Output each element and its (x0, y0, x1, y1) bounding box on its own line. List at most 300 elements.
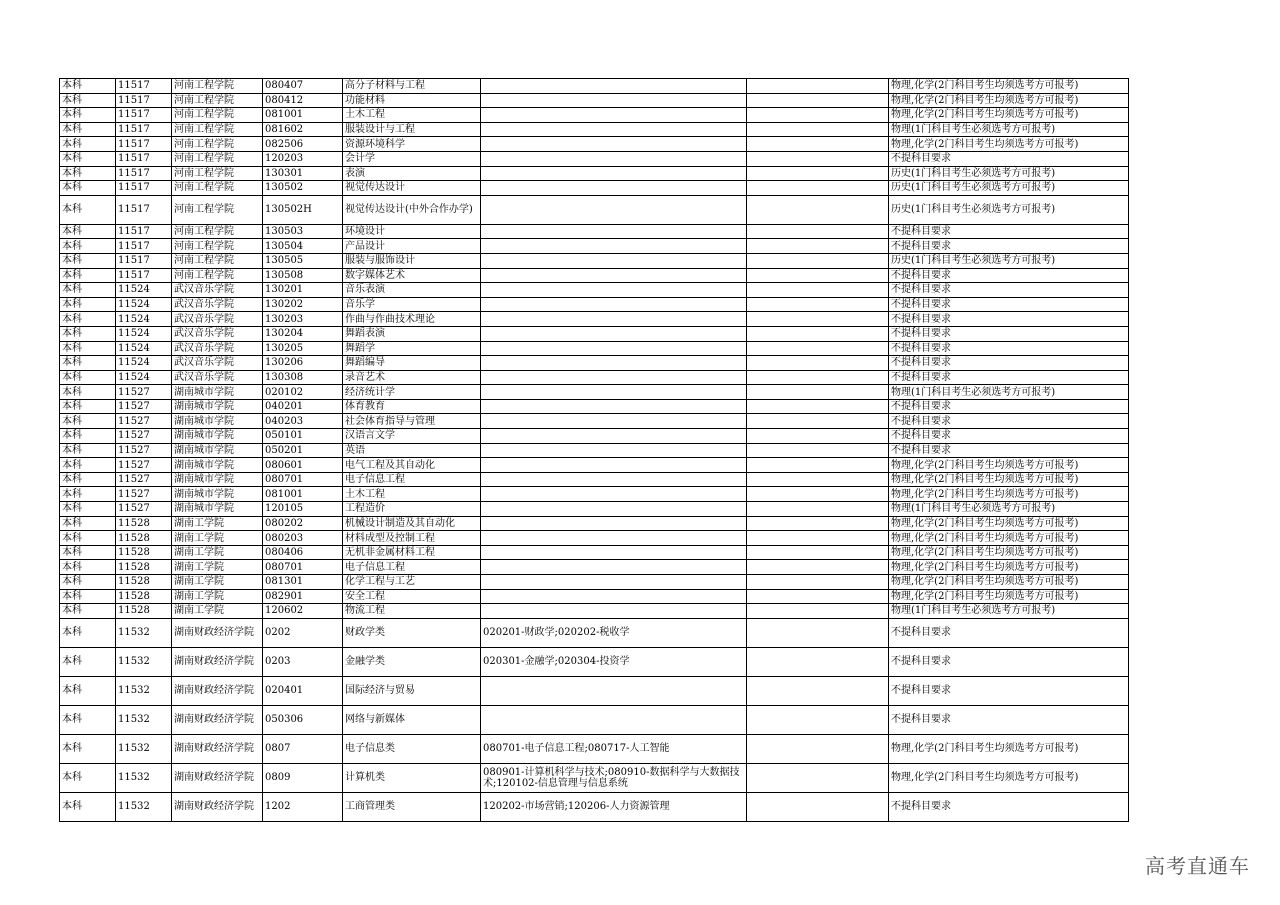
cell-subject-requirement: 不提科目要求 (889, 283, 1129, 298)
cell-school-name: 湖南城市学院 (172, 472, 263, 487)
cell-major-name: 视觉传达设计(中外合作办学) (343, 195, 481, 224)
cell-school-name: 湖南工学院 (172, 531, 263, 546)
cell-level: 本科 (60, 589, 116, 604)
cell-major-code: 080203 (263, 531, 343, 546)
cell-school-code: 11524 (116, 326, 172, 341)
table-row (60, 414, 1129, 429)
table-row (60, 341, 1129, 356)
cell-empty (747, 312, 889, 327)
table-row (60, 763, 1129, 792)
cell-included-majors (481, 472, 747, 487)
cell-school-name: 湖南城市学院 (172, 414, 263, 429)
cell-level: 本科 (60, 268, 116, 283)
cell-major-code: 0807 (263, 734, 343, 763)
cell-level: 本科 (60, 560, 116, 575)
cell-subject-requirement: 物理(1门科目考生必须选考方可报考) (889, 502, 1129, 517)
cell-level: 本科 (60, 575, 116, 590)
cell-major-code: 050101 (263, 429, 343, 444)
cell-major-name: 经济统计学 (343, 385, 481, 400)
cell-major-code: 080412 (263, 93, 343, 108)
cell-major-name: 会计学 (343, 151, 481, 166)
cell-level: 本科 (60, 341, 116, 356)
table-row (60, 676, 1129, 705)
cell-school-name: 湖南工学院 (172, 516, 263, 531)
cell-school-name: 湖南城市学院 (172, 399, 263, 414)
cell-level: 本科 (60, 604, 116, 619)
table-row (60, 647, 1129, 676)
cell-empty (747, 604, 889, 619)
cell-major-code: 130508 (263, 268, 343, 283)
cell-school-code: 11517 (116, 268, 172, 283)
cell-major-name: 舞蹈编导 (343, 356, 481, 371)
cell-included-majors (481, 443, 747, 458)
cell-major-code: 120203 (263, 151, 343, 166)
cell-level: 本科 (60, 763, 116, 792)
cell-subject-requirement: 不提科目要求 (889, 792, 1129, 821)
cell-empty (747, 122, 889, 137)
cell-school-name: 武汉音乐学院 (172, 356, 263, 371)
cell-school-code: 11528 (116, 560, 172, 575)
cell-major-name: 环境设计 (343, 224, 481, 239)
cell-school-name: 河南工程学院 (172, 268, 263, 283)
cell-included-majors (481, 458, 747, 473)
cell-school-name: 武汉音乐学院 (172, 283, 263, 298)
table-row (60, 589, 1129, 604)
cell-subject-requirement: 物理,化学(2门科目考生均须选考方可报考) (889, 472, 1129, 487)
cell-level: 本科 (60, 181, 116, 196)
cell-included-majors (481, 122, 747, 137)
cell-school-name: 湖南城市学院 (172, 502, 263, 517)
cell-level: 本科 (60, 166, 116, 181)
cell-empty (747, 676, 889, 705)
cell-subject-requirement: 不提科目要求 (889, 268, 1129, 283)
cell-school-name: 河南工程学院 (172, 137, 263, 152)
cell-major-name: 电子信息类 (343, 734, 481, 763)
cell-school-code: 11532 (116, 734, 172, 763)
cell-subject-requirement: 不提科目要求 (889, 443, 1129, 458)
cell-included-majors (481, 181, 747, 196)
cell-school-code: 11517 (116, 253, 172, 268)
cell-major-name: 音乐学 (343, 297, 481, 312)
cell-level: 本科 (60, 137, 116, 152)
cell-school-name: 河南工程学院 (172, 79, 263, 94)
cell-subject-requirement: 物理,化学(2门科目考生均须选考方可报考) (889, 79, 1129, 94)
cell-empty (747, 224, 889, 239)
cell-included-majors (481, 326, 747, 341)
cell-school-name: 湖南财政经济学院 (172, 676, 263, 705)
cell-school-name: 湖南工学院 (172, 604, 263, 619)
cell-major-name: 视觉传达设计 (343, 181, 481, 196)
cell-school-code: 11528 (116, 604, 172, 619)
cell-major-code: 081301 (263, 575, 343, 590)
cell-subject-requirement: 物理,化学(2门科目考生均须选考方可报考) (889, 763, 1129, 792)
cell-school-code: 11527 (116, 458, 172, 473)
cell-school-code: 11532 (116, 647, 172, 676)
cell-major-code: 1202 (263, 792, 343, 821)
cell-level: 本科 (60, 399, 116, 414)
cell-school-name: 湖南工学院 (172, 560, 263, 575)
table-row (60, 502, 1129, 517)
cell-empty (747, 763, 889, 792)
cell-school-name: 河南工程学院 (172, 122, 263, 137)
cell-school-code: 11532 (116, 792, 172, 821)
table-row (60, 312, 1129, 327)
cell-major-code: 0202 (263, 618, 343, 647)
cell-school-code: 11527 (116, 502, 172, 517)
cell-included-majors: 080701-电子信息工程;080717-人工智能 (481, 734, 747, 763)
cell-major-name: 数字媒体艺术 (343, 268, 481, 283)
cell-empty (747, 647, 889, 676)
cell-major-code: 082506 (263, 137, 343, 152)
cell-major-code: 080406 (263, 545, 343, 560)
cell-subject-requirement: 不提科目要求 (889, 399, 1129, 414)
cell-subject-requirement: 物理,化学(2门科目考生均须选考方可报考) (889, 560, 1129, 575)
cell-included-majors (481, 589, 747, 604)
cell-empty (747, 792, 889, 821)
cell-included-majors (481, 166, 747, 181)
cell-included-majors (481, 575, 747, 590)
cell-level: 本科 (60, 122, 116, 137)
cell-empty (747, 399, 889, 414)
cell-major-name: 体育教育 (343, 399, 481, 414)
cell-school-code: 11527 (116, 443, 172, 458)
cell-major-code: 130202 (263, 297, 343, 312)
cell-major-name: 物流工程 (343, 604, 481, 619)
table-row (60, 618, 1129, 647)
cell-empty (747, 341, 889, 356)
cell-included-majors (481, 414, 747, 429)
cell-major-code: 130308 (263, 370, 343, 385)
cell-level: 本科 (60, 734, 116, 763)
cell-school-name: 河南工程学院 (172, 195, 263, 224)
cell-school-name: 河南工程学院 (172, 151, 263, 166)
cell-included-majors (481, 604, 747, 619)
cell-empty (747, 79, 889, 94)
table-row (60, 385, 1129, 400)
cell-subject-requirement: 历史(1门科目考生必须选考方可报考) (889, 195, 1129, 224)
cell-level: 本科 (60, 487, 116, 502)
cell-school-code: 11528 (116, 589, 172, 604)
cell-subject-requirement: 物理,化学(2门科目考生均须选考方可报考) (889, 458, 1129, 473)
cell-subject-requirement: 不提科目要求 (889, 429, 1129, 444)
cell-school-code: 11532 (116, 705, 172, 734)
cell-major-code: 130504 (263, 239, 343, 254)
cell-school-name: 湖南财政经济学院 (172, 734, 263, 763)
cell-major-name: 机械设计制造及其自动化 (343, 516, 481, 531)
cell-major-name: 表演 (343, 166, 481, 181)
cell-major-name: 电子信息工程 (343, 472, 481, 487)
cell-major-code: 020401 (263, 676, 343, 705)
cell-empty (747, 618, 889, 647)
cell-empty (747, 253, 889, 268)
cell-school-name: 河南工程学院 (172, 166, 263, 181)
cell-major-name: 舞蹈表演 (343, 326, 481, 341)
cell-school-name: 河南工程学院 (172, 239, 263, 254)
cell-school-name: 湖南城市学院 (172, 487, 263, 502)
cell-level: 本科 (60, 326, 116, 341)
cell-school-name: 湖南城市学院 (172, 385, 263, 400)
cell-subject-requirement: 物理(1门科目考生必须选考方可报考) (889, 385, 1129, 400)
table-row (60, 224, 1129, 239)
cell-major-name: 资源环境科学 (343, 137, 481, 152)
cell-major-name: 功能材料 (343, 93, 481, 108)
cell-school-code: 11517 (116, 79, 172, 94)
cell-included-majors (481, 516, 747, 531)
cell-school-code: 11527 (116, 487, 172, 502)
cell-level: 本科 (60, 618, 116, 647)
cell-school-name: 湖南工学院 (172, 589, 263, 604)
cell-major-code: 130205 (263, 341, 343, 356)
cell-school-code: 11517 (116, 108, 172, 123)
cell-empty (747, 239, 889, 254)
table-row (60, 297, 1129, 312)
cell-empty (747, 429, 889, 444)
cell-included-majors (481, 151, 747, 166)
table-row (60, 253, 1129, 268)
cell-school-code: 11532 (116, 618, 172, 647)
cell-major-name: 电子信息工程 (343, 560, 481, 575)
cell-major-name: 计算机类 (343, 763, 481, 792)
cell-subject-requirement: 物理,化学(2门科目考生均须选考方可报考) (889, 531, 1129, 546)
cell-included-majors (481, 560, 747, 575)
cell-school-code: 11517 (116, 181, 172, 196)
cell-major-code: 130203 (263, 312, 343, 327)
cell-subject-requirement: 物理,化学(2门科目考生均须选考方可报考) (889, 93, 1129, 108)
table-row (60, 122, 1129, 137)
cell-major-name: 材料成型及控制工程 (343, 531, 481, 546)
cell-school-name: 河南工程学院 (172, 181, 263, 196)
cell-major-name: 国际经济与贸易 (343, 676, 481, 705)
cell-empty (747, 575, 889, 590)
cell-level: 本科 (60, 516, 116, 531)
table-row (60, 734, 1129, 763)
enrollment-table (59, 78, 1129, 822)
cell-school-name: 河南工程学院 (172, 93, 263, 108)
table-row (60, 93, 1129, 108)
cell-major-code: 080701 (263, 472, 343, 487)
cell-subject-requirement: 不提科目要求 (889, 676, 1129, 705)
cell-subject-requirement: 不提科目要求 (889, 705, 1129, 734)
cell-included-majors: 020301-金融学;020304-投资学 (481, 647, 747, 676)
cell-empty (747, 283, 889, 298)
cell-empty (747, 108, 889, 123)
cell-major-name: 安全工程 (343, 589, 481, 604)
cell-school-code: 11524 (116, 297, 172, 312)
cell-subject-requirement: 不提科目要求 (889, 414, 1129, 429)
cell-included-majors: 120202-市场营销;120206-人力资源管理 (481, 792, 747, 821)
table-row (60, 283, 1129, 298)
cell-subject-requirement: 历史(1门科目考生必须选考方可报考) (889, 166, 1129, 181)
cell-included-majors (481, 297, 747, 312)
table-row (60, 560, 1129, 575)
cell-major-name: 土木工程 (343, 108, 481, 123)
cell-major-name: 社会体育指导与管理 (343, 414, 481, 429)
table-row (60, 443, 1129, 458)
cell-empty (747, 531, 889, 546)
table-row (60, 472, 1129, 487)
cell-empty (747, 385, 889, 400)
cell-level: 本科 (60, 79, 116, 94)
watermark-logo-text: 高考直通车 (1145, 854, 1250, 878)
cell-major-code: 130301 (263, 166, 343, 181)
table-row (60, 516, 1129, 531)
cell-school-name: 武汉音乐学院 (172, 312, 263, 327)
cell-school-name: 湖南城市学院 (172, 458, 263, 473)
cell-included-majors: 080901-计算机科学与技术;080910-数据科学与大数据技术;120102-信息管理与信息系统 (481, 763, 747, 792)
cell-level: 本科 (60, 283, 116, 298)
cell-school-code: 11527 (116, 472, 172, 487)
table-row (60, 239, 1129, 254)
cell-school-code: 11532 (116, 676, 172, 705)
cell-major-name: 无机非金属材料工程 (343, 545, 481, 560)
cell-subject-requirement: 不提科目要求 (889, 370, 1129, 385)
cell-included-majors (481, 356, 747, 371)
cell-school-code: 11524 (116, 283, 172, 298)
cell-empty (747, 166, 889, 181)
cell-included-majors (481, 502, 747, 517)
cell-major-name: 财政学类 (343, 618, 481, 647)
cell-school-code: 11517 (116, 195, 172, 224)
cell-level: 本科 (60, 356, 116, 371)
cell-school-code: 11532 (116, 763, 172, 792)
cell-major-code: 080701 (263, 560, 343, 575)
cell-school-code: 11517 (116, 151, 172, 166)
cell-subject-requirement: 不提科目要求 (889, 312, 1129, 327)
cell-included-majors (481, 370, 747, 385)
cell-school-code: 11524 (116, 341, 172, 356)
cell-major-code: 130505 (263, 253, 343, 268)
table-row (60, 356, 1129, 371)
cell-level: 本科 (60, 385, 116, 400)
cell-included-majors (481, 253, 747, 268)
cell-level: 本科 (60, 792, 116, 821)
cell-school-name: 湖南财政经济学院 (172, 647, 263, 676)
table-row (60, 326, 1129, 341)
cell-school-code: 11528 (116, 531, 172, 546)
cell-included-majors (481, 399, 747, 414)
cell-major-code: 081001 (263, 487, 343, 502)
table-row (60, 705, 1129, 734)
cell-included-majors (481, 283, 747, 298)
cell-subject-requirement: 物理,化学(2门科目考生均须选考方可报考) (889, 545, 1129, 560)
cell-major-name: 网络与新媒体 (343, 705, 481, 734)
cell-empty (747, 181, 889, 196)
cell-school-name: 湖南工学院 (172, 575, 263, 590)
cell-major-code: 081602 (263, 122, 343, 137)
cell-empty (747, 137, 889, 152)
cell-level: 本科 (60, 705, 116, 734)
cell-school-code: 11528 (116, 545, 172, 560)
cell-school-code: 11524 (116, 312, 172, 327)
cell-school-code: 11517 (116, 122, 172, 137)
cell-subject-requirement: 物理(1门科目考生必须选考方可报考) (889, 604, 1129, 619)
cell-included-majors (481, 676, 747, 705)
cell-school-code: 11517 (116, 239, 172, 254)
table-row (60, 792, 1129, 821)
cell-empty (747, 516, 889, 531)
cell-included-majors (481, 429, 747, 444)
cell-empty (747, 297, 889, 312)
cell-school-code: 11527 (116, 414, 172, 429)
cell-empty (747, 356, 889, 371)
cell-included-majors (481, 224, 747, 239)
cell-empty (747, 560, 889, 575)
cell-school-name: 湖南财政经济学院 (172, 792, 263, 821)
cell-empty (747, 268, 889, 283)
cell-major-code: 080601 (263, 458, 343, 473)
cell-empty (747, 326, 889, 341)
cell-level: 本科 (60, 676, 116, 705)
cell-empty (747, 414, 889, 429)
cell-included-majors (481, 195, 747, 224)
table-row (60, 166, 1129, 181)
cell-subject-requirement: 历史(1门科目考生必须选考方可报考) (889, 181, 1129, 196)
cell-major-name: 电气工程及其自动化 (343, 458, 481, 473)
cell-major-code: 080202 (263, 516, 343, 531)
cell-school-code: 11517 (116, 137, 172, 152)
cell-level: 本科 (60, 93, 116, 108)
table-row (60, 137, 1129, 152)
cell-empty (747, 545, 889, 560)
table-row (60, 545, 1129, 560)
cell-level: 本科 (60, 647, 116, 676)
cell-major-name: 土木工程 (343, 487, 481, 502)
cell-school-code: 11527 (116, 385, 172, 400)
cell-major-code: 050306 (263, 705, 343, 734)
cell-subject-requirement: 不提科目要求 (889, 239, 1129, 254)
cell-empty (747, 370, 889, 385)
cell-included-majors (481, 268, 747, 283)
cell-major-name: 英语 (343, 443, 481, 458)
cell-subject-requirement: 物理(1门科目考生必须选考方可报考) (889, 122, 1129, 137)
table-row (60, 151, 1129, 166)
cell-level: 本科 (60, 224, 116, 239)
cell-major-name: 舞蹈学 (343, 341, 481, 356)
cell-included-majors (481, 705, 747, 734)
cell-subject-requirement: 不提科目要求 (889, 151, 1129, 166)
cell-empty (747, 734, 889, 763)
cell-level: 本科 (60, 370, 116, 385)
cell-school-name: 武汉音乐学院 (172, 326, 263, 341)
cell-included-majors (481, 108, 747, 123)
cell-major-name: 服装与服饰设计 (343, 253, 481, 268)
cell-major-code: 130503 (263, 224, 343, 239)
cell-included-majors: 020201-财政学;020202-税收学 (481, 618, 747, 647)
cell-subject-requirement: 不提科目要求 (889, 341, 1129, 356)
table-row (60, 370, 1129, 385)
cell-major-name: 音乐表演 (343, 283, 481, 298)
table-row (60, 604, 1129, 619)
cell-level: 本科 (60, 297, 116, 312)
cell-subject-requirement: 物理,化学(2门科目考生均须选考方可报考) (889, 734, 1129, 763)
cell-included-majors (481, 93, 747, 108)
cell-major-code: 081001 (263, 108, 343, 123)
cell-school-code: 11527 (116, 429, 172, 444)
cell-major-code: 040203 (263, 414, 343, 429)
cell-school-code: 11528 (116, 516, 172, 531)
cell-subject-requirement: 物理,化学(2门科目考生均须选考方可报考) (889, 487, 1129, 502)
cell-level: 本科 (60, 151, 116, 166)
cell-level: 本科 (60, 429, 116, 444)
table-row (60, 487, 1129, 502)
table-row (60, 458, 1129, 473)
cell-level: 本科 (60, 531, 116, 546)
cell-school-name: 湖南城市学院 (172, 429, 263, 444)
cell-level: 本科 (60, 443, 116, 458)
cell-subject-requirement: 不提科目要求 (889, 647, 1129, 676)
cell-included-majors (481, 137, 747, 152)
cell-subject-requirement: 物理,化学(2门科目考生均须选考方可报考) (889, 137, 1129, 152)
